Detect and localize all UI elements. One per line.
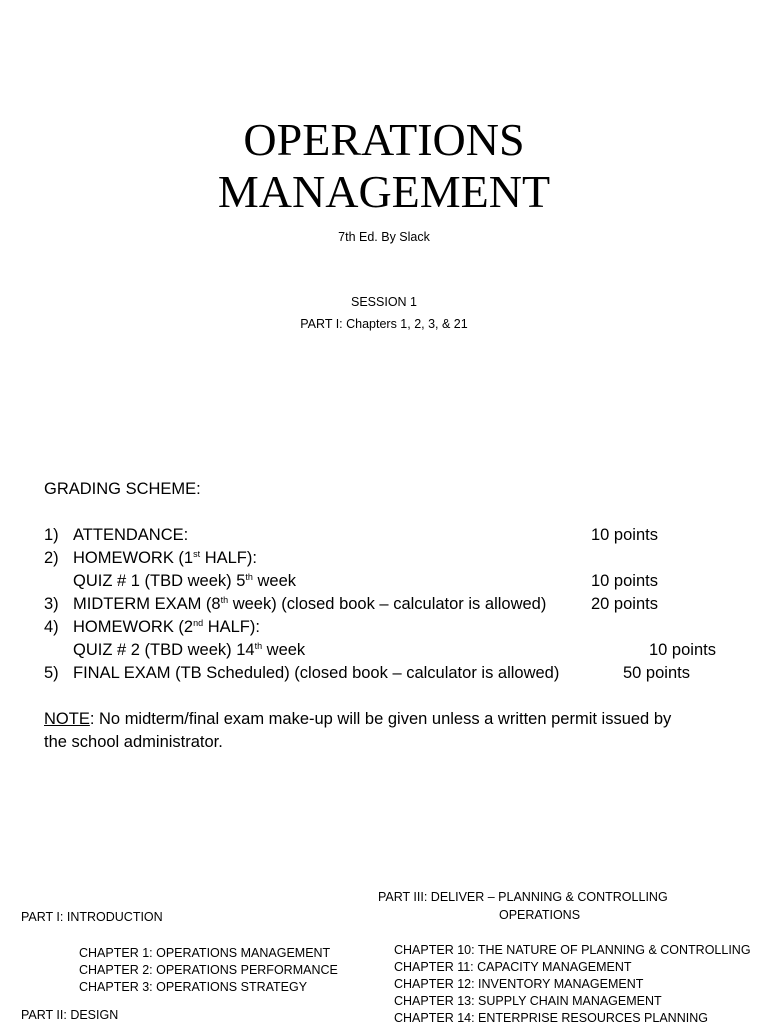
grading-item-text: HOMEWORK (1st HALF): (73, 549, 257, 567)
note-label: NOTE (44, 710, 90, 728)
outline-chapter: CHAPTER 1: OPERATIONS MANAGEMENT (79, 946, 331, 960)
document-title-line-2: MANAGEMENT (217, 166, 551, 217)
edition-subtitle: 7th Ed. By Slack (338, 230, 430, 244)
outline-chapter: CHAPTER 10: THE NATURE OF PLANNING & CONTROLLING (394, 943, 751, 957)
grading-item-text: ATTENDANCE: (73, 526, 189, 544)
outline-chapter: CHAPTER 13: SUPPLY CHAIN MANAGEMENT (394, 994, 662, 1008)
grading-item-number: 4) (44, 618, 59, 636)
grading-item-number: 5) (44, 664, 59, 682)
note-line-1: NOTE: No midterm/final exam make-up will be given unless a written permit issued by (44, 710, 672, 728)
note-line-2: the school administrator. (44, 733, 223, 751)
grading-item-text: FINAL EXAM (TB Scheduled) (closed book – calculator is allowed) (73, 664, 560, 682)
grading-item-number: 2) (44, 549, 59, 567)
outline-part-3-line-1: PART III: DELIVER – PLANNING & CONTROLLING (378, 890, 668, 904)
grading-item-text: QUIZ # 2 (TBD week) 14th week (73, 641, 306, 659)
grading-item-points: 50 points (623, 664, 690, 682)
outline-part-3-line-2: OPERATIONS (499, 908, 581, 922)
outline-chapter: CHAPTER 2: OPERATIONS PERFORMANCE (79, 963, 338, 977)
outline-chapter: CHAPTER 3: OPERATIONS STRATEGY (79, 980, 308, 994)
grading-item-text: QUIZ # 1 (TBD week) 5th week (73, 572, 296, 590)
outline-part-2: PART II: DESIGN (21, 1008, 119, 1022)
grading-item-number: 1) (44, 526, 59, 544)
grading-item-points: 10 points (591, 572, 658, 590)
outline-chapter: CHAPTER 11: CAPACITY MANAGEMENT (394, 960, 632, 974)
grading-item-text: MIDTERM EXAM (8th week) (closed book – calculator is allowed) (73, 595, 547, 613)
outline-chapter: CHAPTER 12: INVENTORY MANAGEMENT (394, 977, 644, 991)
grading-item-text: HOMEWORK (2nd HALF): (73, 618, 260, 636)
grading-item-number: 3) (44, 595, 59, 613)
session-label: SESSION 1 (351, 295, 417, 309)
grading-heading: GRADING SCHEME: (44, 480, 201, 498)
outline-chapter: CHAPTER 14: ENTERPRISE RESOURCES PLANNING (394, 1011, 708, 1025)
session-part: PART I: Chapters 1, 2, 3, & 21 (300, 317, 468, 331)
document-title-line-1: OPERATIONS (243, 114, 525, 165)
grading-item-points: 10 points (591, 526, 658, 544)
grading-item-points: 10 points (649, 641, 716, 659)
outline-part-1: PART I: INTRODUCTION (21, 910, 163, 924)
grading-item-points: 20 points (591, 595, 658, 613)
